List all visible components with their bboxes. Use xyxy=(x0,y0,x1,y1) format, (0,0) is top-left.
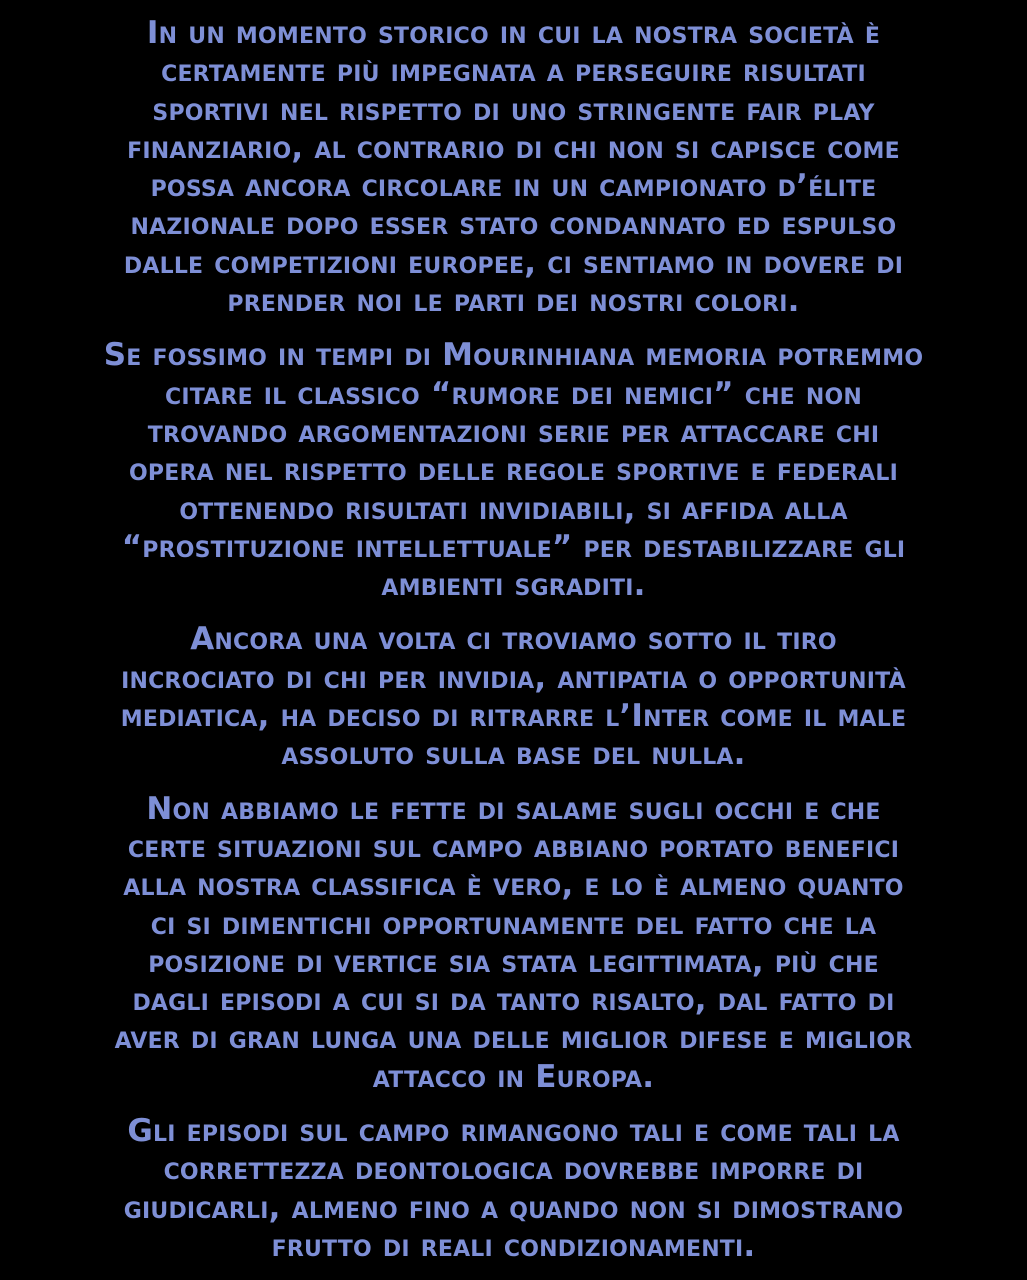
paragraph-3 xyxy=(26,620,1001,773)
text-line: correttezza deontologica dovrebbe imporre di xyxy=(163,1151,864,1188)
text-line: certe situazioni sul campo abbiano portato benefici xyxy=(127,828,900,865)
paragraph-5 xyxy=(26,1112,1001,1265)
paragraph-1 xyxy=(26,14,1001,320)
text-line: ottenendo risultati invidiabili, si affida alla xyxy=(179,490,848,527)
text-line: “prostituzione intellettuale” per destabilizzare gli xyxy=(121,528,906,565)
text-line: giudicarli, almeno fino a quando non si dimostrano xyxy=(123,1189,904,1226)
text-line: Se fossimo in tempi di Mourinhiana memoria potremmo xyxy=(103,337,924,374)
text-line: dalle competizioni europee, ci sentiamo in dovere di xyxy=(123,244,904,281)
paragraph-4 xyxy=(26,790,1001,1096)
text-line: prender noi le parti dei nostri colori. xyxy=(227,283,800,320)
text-line: citare il classico “rumore dei nemici” che non xyxy=(164,375,863,412)
text-line: Non abbiamo le fette di salame sugli occhi e che xyxy=(146,790,881,827)
text-line: ambienti sgraditi. xyxy=(381,567,646,604)
text-line: ci si dimentichi opportunamente del fatto che la xyxy=(150,905,877,942)
text-line: possa ancora circolare in un campionato d’élite xyxy=(150,168,877,205)
text-line: opera nel rispetto delle regole sportive e federali xyxy=(129,452,898,489)
text-line: attacco in Europa. xyxy=(372,1058,655,1095)
text-line: incrociato di chi per invidia, antipatia o opportunità xyxy=(121,659,906,696)
text-line: sportivi nel rispetto di uno stringente fair play xyxy=(152,91,875,128)
text-line: assoluto sulla base del nulla. xyxy=(281,736,746,773)
text-line: finanziario, al contrario di chi non si capisce come xyxy=(127,129,900,166)
text-line: In un momento storico in cui la nostra società è xyxy=(146,15,881,51)
text-line: dagli episodi a cui si da tanto risalto, dal fatto di xyxy=(132,982,895,1019)
text-line: trovando argomentazioni serie per attaccare chi xyxy=(147,413,880,450)
text-line: aver di gran lunga una delle miglior difese e miglior xyxy=(114,1020,913,1057)
text-line: certamente più impegnata a perseguire risultati xyxy=(161,53,866,90)
text-line: Gli episodi sul campo rimangono tali e come tali la xyxy=(127,1113,900,1150)
text-line: mediatica, ha deciso di ritrarre l’Inter come il male xyxy=(120,698,907,735)
text-line: posizione di vertice sia stata legittimata, più che xyxy=(148,943,879,980)
text-line: frutto di reali condizionamenti. xyxy=(271,1227,756,1264)
text-line: nazionale dopo esser stato condannato ed espulso xyxy=(130,206,897,243)
text-line: alla nostra classifica è vero, e lo è almeno quanto xyxy=(123,867,904,904)
paragraph-2 xyxy=(26,336,1001,604)
text-line: Ancora una volta ci troviamo sotto il tiro xyxy=(190,621,837,658)
